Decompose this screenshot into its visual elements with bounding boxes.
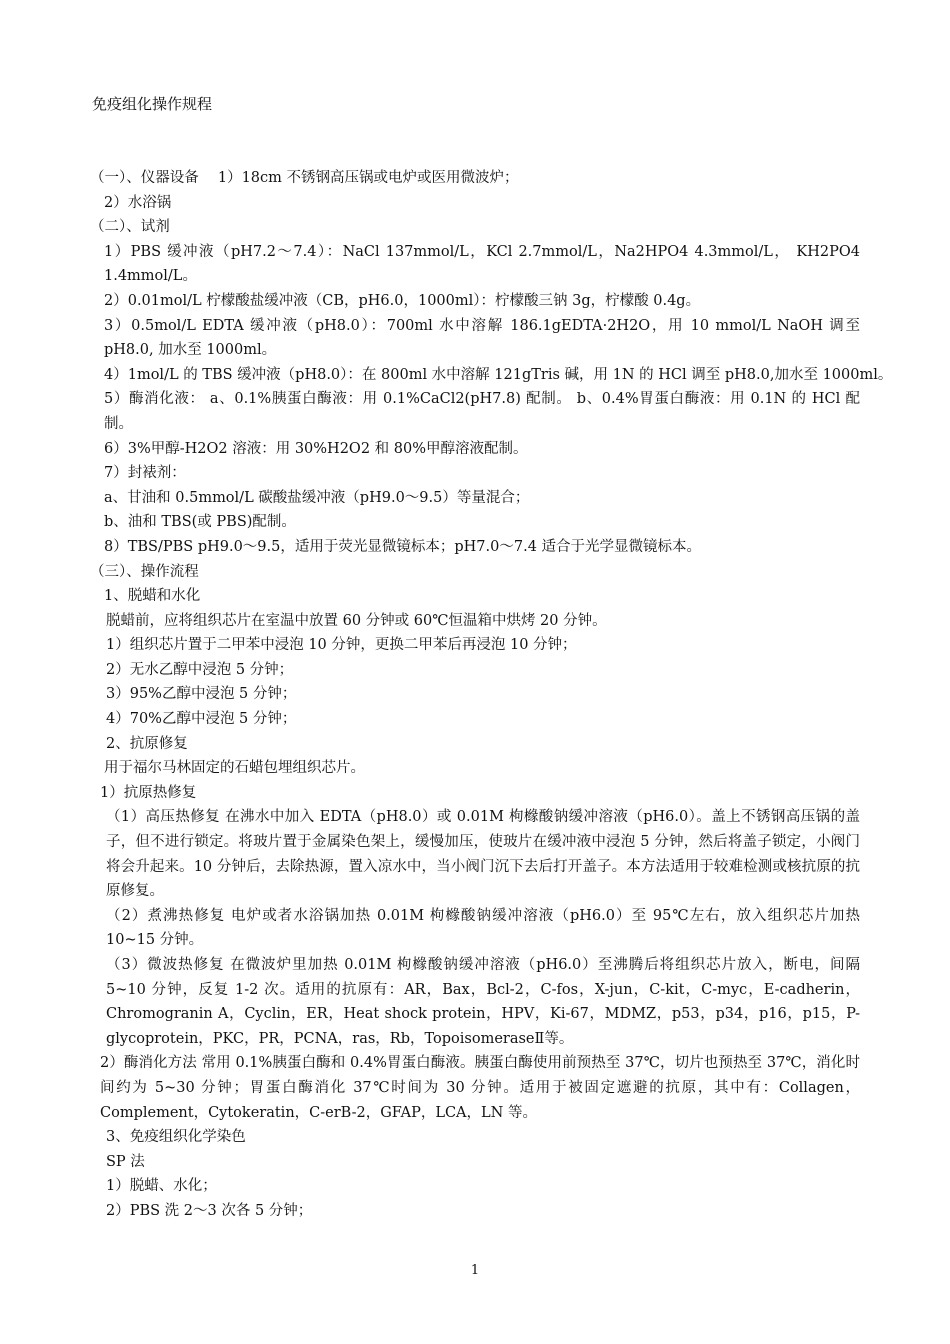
doc-line: 1）组织芯片置于二甲苯中浸泡 10 分钟，更换二甲苯后再浸泡 10 分钟； (106, 637, 577, 654)
doc-line: （1）高压热修复 在沸水中加入 EDTA（pH8.0）或 0.01M 枸橼酸钠缓冲溶液（pH6.0）。盖上不锈钢高压锅的盖子，但不进行锁定。将玻片置于金属染色架上，缓慢加压，使玻片在缓冲液中浸泡 5 分钟，然后将盖子锁定，小阀门将会升起来。10 分钟后，去除热源，置入凉水中，当小阀门沉下去后打开盖子。本方法适用于较难检测或核抗原的抗原修复。 (106, 809, 860, 900)
doc-line: a、甘油和 0.5mmol/L 碳酸盐缓冲液（pH9.0～9.5）等量混合； (104, 489, 530, 506)
doc-line: 6）3%甲醇-H2O2 溶液：用 30%H2O2 和 80%甲醇溶液配制。 (104, 440, 528, 457)
doc-line: 2）0.01mol/L 柠檬酸盐缓冲液（CB，pH6.0，1000ml）：柠檬酸三钠 3g，柠檬酸 0.4g。 (104, 292, 701, 309)
doc-line: 2）无水乙醇中浸泡 5 分钟； (106, 661, 294, 678)
doc-line: 4）70%乙醇中浸泡 5 分钟； (106, 711, 297, 728)
doc-line: 2、抗原修复 (106, 735, 188, 752)
doc-line: 1）抗原热修复 (100, 784, 197, 801)
document-body (90, 166, 893, 1224)
doc-line: 1）脱蜡、水化； (106, 1178, 217, 1195)
doc-line: 2）水浴锅 (104, 194, 172, 211)
doc-line: 3）0.5mol/L EDTA 缓冲液（pH8.0）：700ml 水中溶解 186.1gEDTA·2H2O，用 10 mmol/L NaOH 调至 pH8.0, 加水至 1000ml。 (104, 317, 860, 359)
doc-line: 3、免疫组织化学染色 (106, 1129, 246, 1146)
doc-title: 免疫组化操作规程 (92, 95, 213, 113)
doc-line: 1、脱蜡和水化 (104, 588, 201, 605)
doc-line: 7）封裱剂： (104, 465, 186, 482)
doc-line: 2）酶消化方法 常用 0.1%胰蛋白酶和 0.4%胃蛋白酶液。胰蛋白酶使用前预热至 37℃，切片也预热至 37℃，消化时间约为 5~30 分钟；胃蛋白酶消化 37℃时间为 30 分钟。适用于被固定遮避的抗原，其中有：Collagen，Complement，Cytokeratin，C-erB-2，GFAP，LCA，LN 等。 (100, 1055, 860, 1121)
doc-line: 1）PBS 缓冲液（pH7.2～7.4）：NaCl 137mmol/L，KCl 2.7mmol/L，Na2HPO4 4.3mmol/L， KH2PO4 1.4mmol/L。 (104, 243, 860, 285)
doc-line: 5）酶消化液： a、0.1%胰蛋白酶液：用 0.1%CaCl2(pH7.8) 配制。 b、0.4%胃蛋白酶液：用 0.1N 的 HCl 配制。 (104, 391, 860, 432)
doc-line: 4）1mol/L 的 TBS 缓冲液（pH8.0）：在 800ml 水中溶解 121gTris 碱，用 1N 的 HCl 调至 pH8.0,加水至 1000ml。 (104, 366, 893, 383)
doc-line: （3）微波热修复 在微波炉里加热 0.01M 枸橼酸钠缓冲溶液（pH6.0）至沸腾后将组织芯片放入，断电，间隔 5~10 分钟，反复 1-2 次。适用的抗原有：AR，Bax，Bcl-2，C-fos，X-jun，C-kit，C-myc，E-cadherin，Chromogranin A，Cyclin，ER，Heat shock protein，HPV，Ki-67，MDMZ，p53，p34，p16，p15，P-glycoprotein，PKC，PR，PCNA，ras，Rb，TopoisomeraseⅡ等。 (106, 957, 860, 1047)
doc-line: （一）、仪器设备 1）18cm 不锈钢高压锅或电炉或医用微波炉； (90, 170, 519, 186)
doc-line: SP 法 (106, 1153, 145, 1170)
doc-line: 3）95%乙醇中浸泡 5 分钟； (106, 686, 297, 703)
page-number: 1 (470, 1263, 480, 1278)
doc-line: b、油和 TBS(或 PBS)配制。 (104, 514, 296, 531)
doc-line: 脱蜡前，应将组织芯片在室温中放置 60 分钟或 60℃恒温箱中烘烤 20 分钟。 (106, 612, 607, 629)
doc-line: （三）、操作流程 (90, 563, 199, 580)
doc-line: 2）PBS 洗 2～3 次各 5 分钟； (106, 1202, 313, 1219)
doc-line: 用于福尔马林固定的石蜡包埋组织芯片。 (104, 760, 365, 777)
doc-line: 8）TBS/PBS pH9.0～9.5，适用于荧光显微镜标本；pH7.0～7.4 适合于光学显微镜标本。 (104, 538, 702, 555)
doc-line: （二）、试剂 (90, 219, 170, 236)
doc-line: （2）煮沸热修复 电炉或者水浴锅加热 0.01M 枸橼酸钠缓冲溶液（pH6.0）至 95℃左右，放入组织芯片加热 10~15 分钟。 (106, 907, 860, 949)
